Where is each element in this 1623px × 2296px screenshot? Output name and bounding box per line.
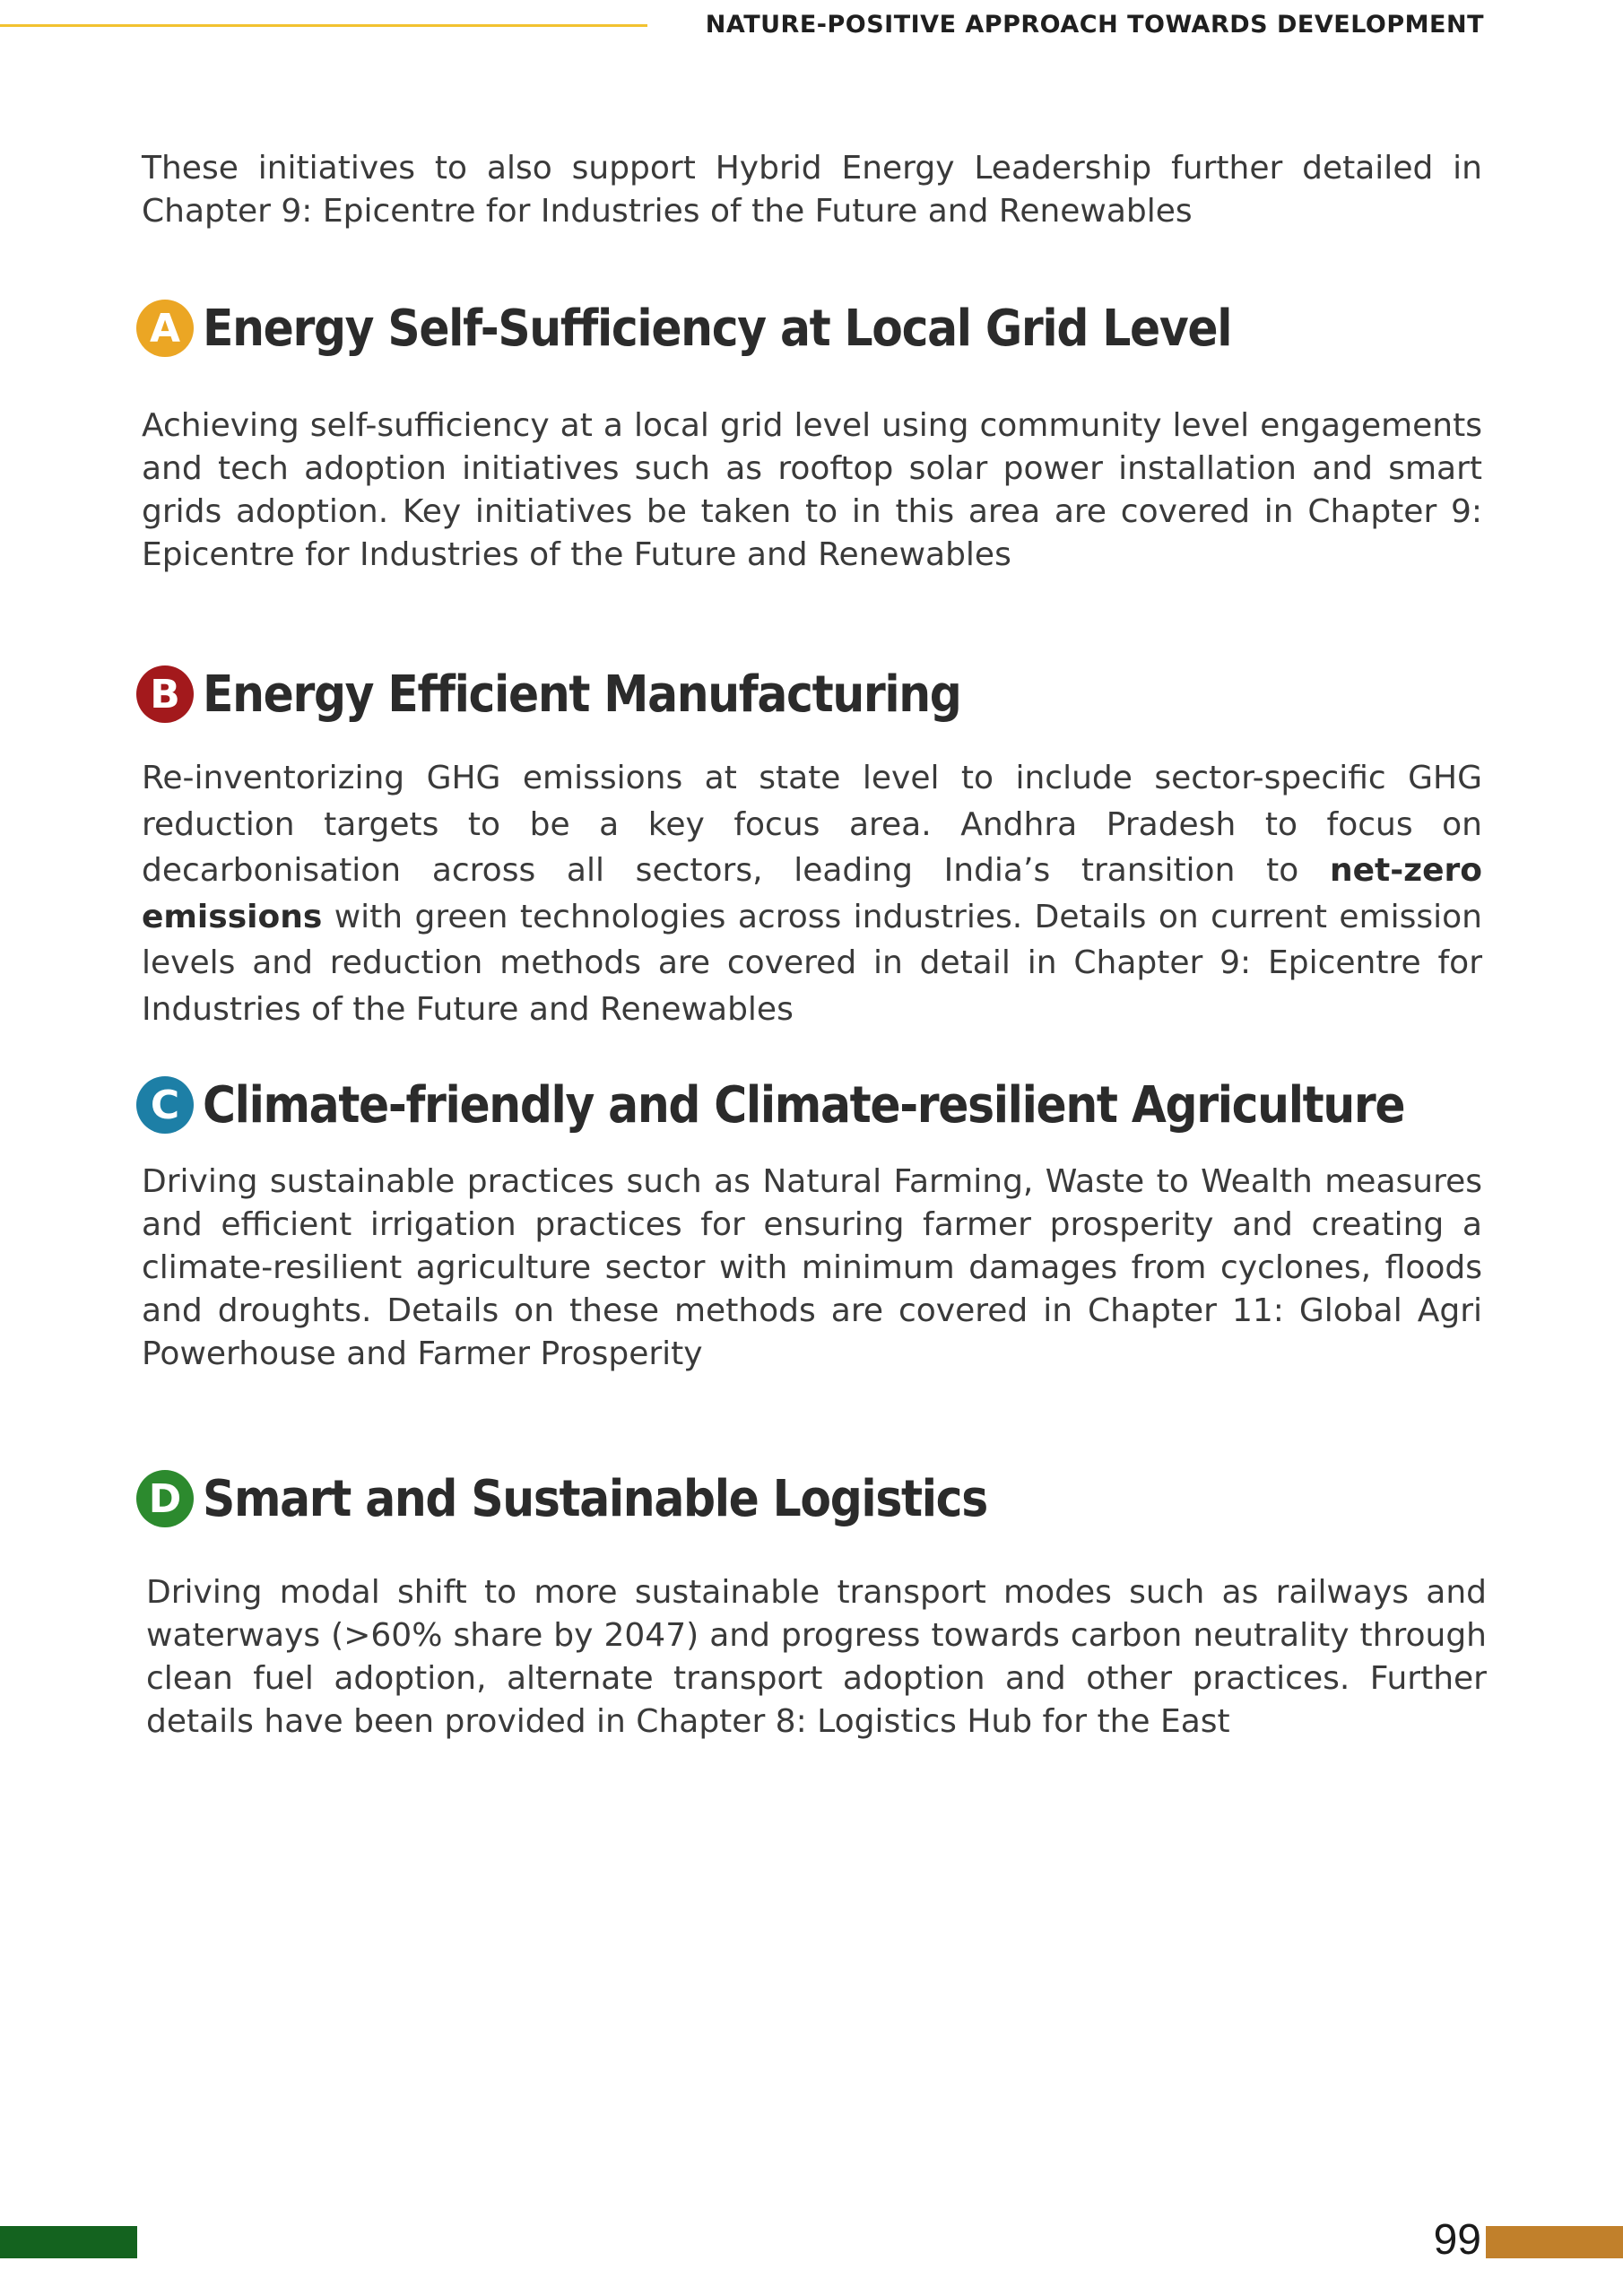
section-b-title: Energy Efficient Manufacturing xyxy=(203,665,961,724)
section-c-heading xyxy=(136,1071,1538,1139)
page-number: 99 xyxy=(1433,2216,1481,2264)
header-rule xyxy=(0,24,647,27)
section-b-body-bold: net-zero emissions xyxy=(142,852,1482,935)
section-b-body-before: Re-inventorizing GHG emissions at state level to include sector-specific GHG reduction targets to be a key focus area. Andhra Pradesh to focus on decarbonisation across all sectors, leading India’s transition to xyxy=(142,760,1482,889)
section-d-letter-badge: D xyxy=(136,1470,194,1527)
section-a-heading xyxy=(136,294,1346,362)
section-a-body: Achieving self-sufficiency at a local grid level using community level engagements and tech adoption initiatives such as rooftop solar power installation and smart grids adoption. Key initiatives be taken to in this area are covered in Chapter 9: Epicentre for Industries of the Future and Renewables xyxy=(142,407,1482,573)
section-a-title: Energy Self-Sufficiency at Local Grid Level xyxy=(203,299,1232,358)
intro-paragraph: These initiatives to also support Hybrid Energy Leadership further detailed in Chapter 9: Epicentre for Industries of the Future and Renewables xyxy=(142,150,1482,230)
section-d-body: Driving modal shift to more sustainable transport modes such as railways and waterways (>60% share by 2047) and progress towards carbon neutrality through clean fuel adoption, alternate transport adoption and other practices. Further details have been provided in Chapter 8: Logistics Hub for the East xyxy=(146,1574,1487,1740)
section-c-letter-badge: C xyxy=(136,1076,194,1134)
section-a-letter-badge: A xyxy=(136,300,194,357)
section-b-body xyxy=(142,755,1482,1032)
section-d-title: Smart and Sustainable Logistics xyxy=(203,1469,987,1528)
section-c-body: Driving sustainable practices such as Natural Farming, Waste to Wealth measures and efficient irrigation practices for ensuring farmer prosperity and creating a climate-resilient agriculture sector with minimum damages from cyclones, floods and droughts. Details on these methods are covered in Chapter 11: Global Agri Powerhouse and Farmer Prosperity xyxy=(142,1163,1482,1372)
footer-right-bar xyxy=(1486,2226,1623,2258)
footer-left-bar xyxy=(0,2226,137,2258)
section-c-title: Climate-friendly and Climate-resilient Agriculture xyxy=(203,1075,1405,1135)
running-header-title: NATURE-POSITIVE APPROACH TOWARDS DEVELOPMENT xyxy=(705,11,1484,39)
section-b-heading xyxy=(136,660,1045,728)
section-b-letter-badge: B xyxy=(136,665,194,723)
section-b-body-after: with green technologies across industries. Details on current emission levels and reduction methods are covered in detail in Chapter 9: Epicentre for Industries of the Future and Renewables xyxy=(142,898,1482,1028)
section-d-heading xyxy=(136,1465,1074,1533)
